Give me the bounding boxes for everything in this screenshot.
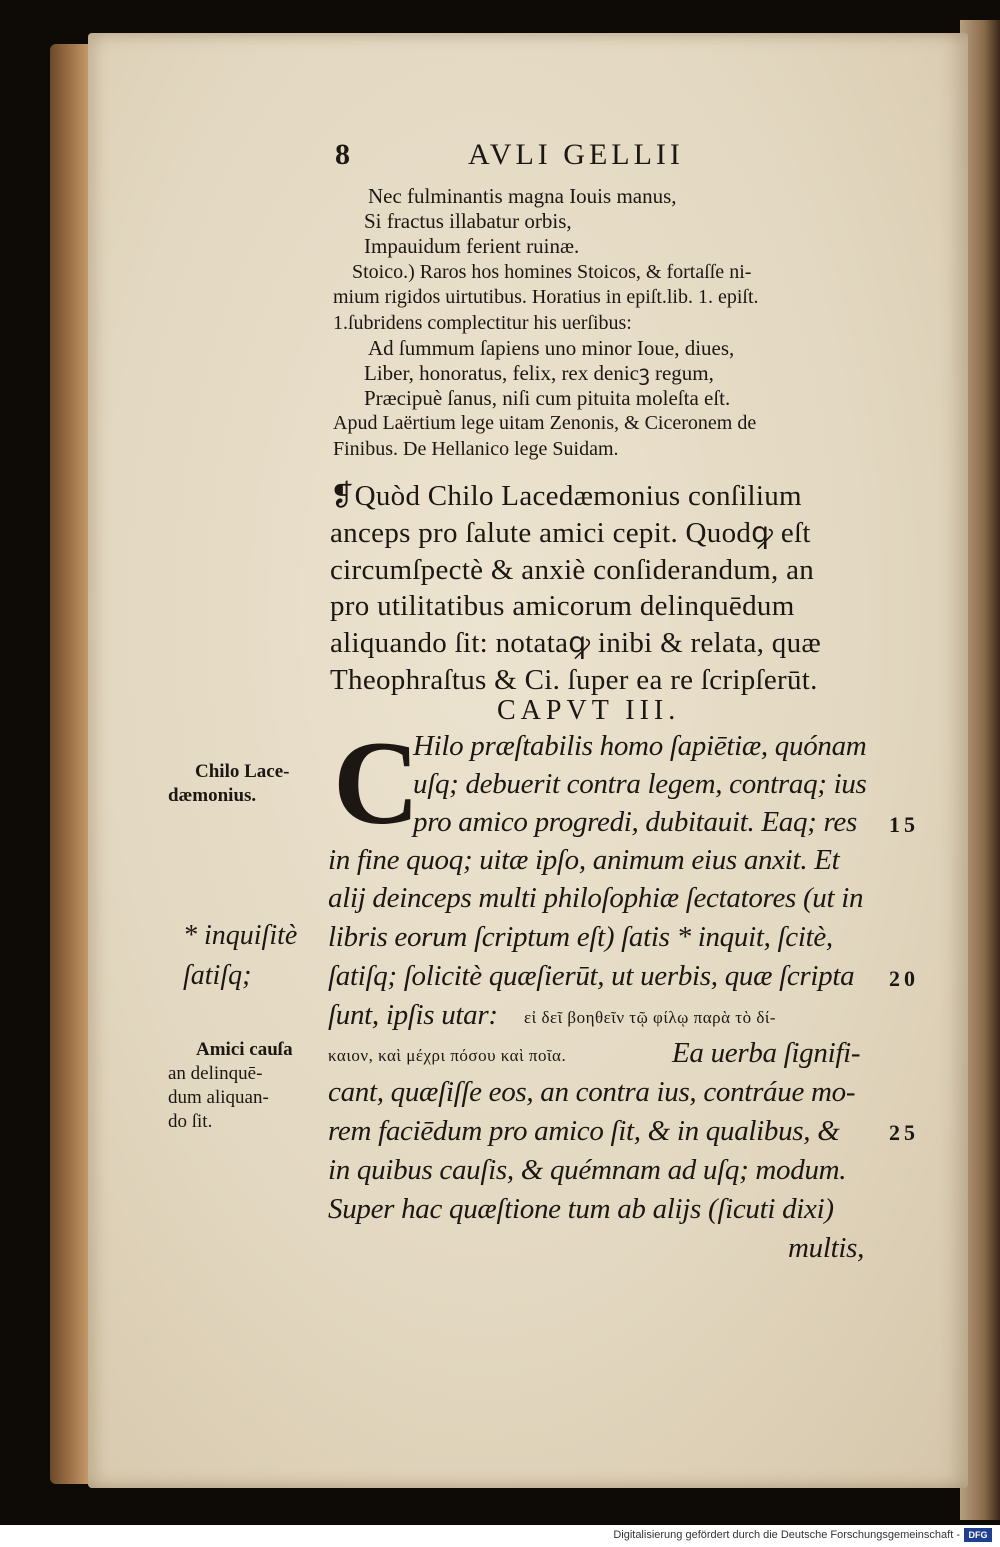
line-number: 25 [889, 1120, 919, 1145]
heading-line: circumſpectè & anxiè conſiderandum, an [330, 553, 815, 586]
page-number: 8 [335, 138, 350, 171]
verse-line: Ad ſummum ſapiens uno minor Ioue, diues, [368, 336, 735, 360]
margin-note-line: ſatiſq; [183, 960, 252, 991]
funding-credit: Digitalisierung gefördert durch die Deutsche Forschungsgemeinschaft - [613, 1529, 960, 1541]
line-number: 20 [889, 966, 919, 991]
running-head-title: AVLI GELLII [468, 138, 684, 171]
heading-line: anceps pro ſalute amici cepit. Quodꝙ eſt [330, 516, 811, 549]
dfg-logo-icon: DFG [964, 1528, 992, 1542]
drop-cap: C [333, 716, 420, 849]
margin-note-line: do ſit. [168, 1111, 213, 1132]
margin-note-line: an delinquē- [168, 1063, 263, 1084]
verse-line: Liber, honoratus, felix, rex denicꝫ regum, [364, 361, 714, 385]
verse-line: Si fractus illabatur orbis, [364, 209, 572, 233]
chapter-heading [330, 478, 890, 699]
greek-line: καιον, καὶ μέχρι πόσου καὶ ποῖα. [328, 1046, 567, 1065]
margin-note-line: Chilo Lace- [195, 761, 290, 782]
greek-line: εἰ δεῖ βοηθεῖν τῷ φίλῳ παρὰ τὸ δί- [524, 1008, 777, 1027]
body-line: cant, quæſiſſe eos, an contra ius, contráue mo- [328, 1076, 856, 1108]
catchword: multis, [788, 1232, 865, 1264]
chapter-number: CAPVT III. [497, 695, 681, 726]
note-line: mium rigidos uirtutibus. Horatius in epiſt.lib. 1. epiſt. [333, 286, 759, 308]
verse-line: Nec fulminantis magna Iouis manus, [368, 184, 677, 208]
body-line: uſq; debuerit contra legem, contraq; ius [413, 768, 867, 800]
note-line: Finibus. De Hellanico lege Suidam. [333, 438, 619, 460]
body-line: Hilo præſtabilis homo ſapiētiæ, quónam [413, 730, 867, 762]
heading-line: Theophraſtus & Ci. ſuper ea re ſcripſerūt. [330, 663, 818, 696]
body-line: Super hac quæſtione tum ab alijs (ſicuti dixi) [328, 1193, 834, 1225]
margin-note-line: dum aliquan- [168, 1087, 269, 1108]
margin-note-line: * inquiſitè [183, 920, 298, 951]
note-line: Apud Laërtium lege uitam Zenonis, & Ciceronem de [333, 412, 757, 434]
heading-line: ❡Quòd Chilo Lacedæmonius conſilium [330, 480, 802, 512]
heading-line: pro utilitatibus amicorum delinquēdum [330, 590, 795, 623]
note-line: Stoico.) Raros hos homines Stoicos, & fortaſſe ni- [352, 261, 752, 283]
body-line: ſatiſq; ſolicitè quæſierūt, ut uerbis, quæ ſcripta [328, 960, 855, 992]
note-line: 1.ſubridens complectitur his uerſibus: [333, 312, 632, 334]
body-line: pro amico progredi, dubitauit. Eaq; res [413, 806, 857, 838]
margin-note-line: Amici cauſa [196, 1039, 293, 1060]
body-line: in fine quoq; uitæ ipſo, animum eius anxit. Et [328, 844, 840, 876]
body-line: Ea uerba ſignifi- [672, 1037, 861, 1069]
body-line: in quibus cauſis, & quémnam ad uſq; modum. [328, 1154, 847, 1186]
footer-bar [0, 1525, 1000, 1547]
body-line: ſunt, ipſis utar: [328, 999, 498, 1031]
verse-line: Præcipuè ſanus, niſi cum pituita moleſta eſt. [364, 386, 731, 410]
body-line: rem faciēdum pro amico ſit, & in qualibus, & [328, 1115, 840, 1147]
body-line: alij deinceps multi philoſophiæ ſectatores (ut in [328, 882, 864, 914]
body-line: libris eorum ſcriptum eſt) ſatis * inquit, ſcitè, [328, 921, 833, 953]
line-number: 15 [889, 812, 919, 837]
heading-line: aliquando ſit: notataꝙ inibi & relata, quæ [330, 627, 822, 660]
verse-line: Impauidum ferient ruinæ. [364, 234, 580, 258]
margin-note-line: dæmonius. [168, 785, 257, 806]
